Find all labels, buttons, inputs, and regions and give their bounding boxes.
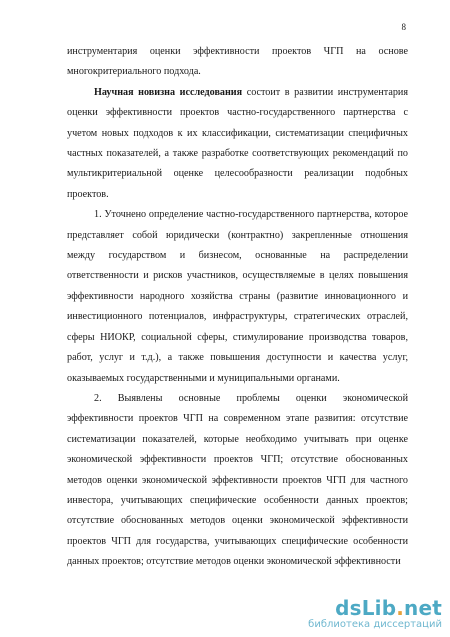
watermark-logo-main: dsLib — [335, 596, 397, 620]
paragraph-text: 1. Уточнено определение частно-государственного партнерства, которое представляет собой юридически (контрактно) закрепленные отношения между государством и бизнесом, основанные на распределении ответственности и рисков участников, осуществляемые в целях повышения эффективности народного хозяйства страны (развитие инновационного и инвестиционного потенциалов, инфраструктуры, стратегических отраслей, сферы НИОКР, социальной сферы, стимулирование производства товаров, работ, услуг и т.д.), а также повышения доступности и качества услуг, оказываемых государственными и муниципальными органами. — [67, 209, 408, 384]
paragraph-text: состоит в развитии инструментария оценки эффективности проектов частно-государственного партнерства с учетом новых подходов к их классификации, систематизации специфичных частных показателей, а также разработке соответствующих рекомендаций по мультикритериальной оценке целесообразности реализации подобных проектов. — [67, 86, 408, 200]
paragraph-item-1 — [67, 205, 408, 389]
document-body — [67, 42, 408, 573]
watermark — [308, 597, 442, 631]
watermark-logo-tld: net — [404, 596, 442, 620]
watermark-logo-dot: . — [396, 596, 405, 620]
paragraph-novelty — [67, 83, 408, 205]
watermark-logo — [308, 597, 442, 619]
paragraph-lead: Научная новизна исследования — [94, 86, 243, 98]
paragraph-item-2 — [67, 389, 408, 573]
paragraph-text: инструментария оценки эффективности проектов ЧГП на основе многокритериального подхода. — [67, 46, 408, 78]
page-number: 8 — [401, 22, 406, 32]
watermark-caption: библиотека диссертаций — [308, 619, 442, 630]
paragraph-text: 2. Выявлены основные проблемы оценки экономической эффективности проектов ЧГП на современном этапе развития: отсутствие систематизации показателей, которые необходимо учитывать при оценке экономической эффективности проектов ЧГП; отсутствие обоснованных методов оценки экономической эффективности проектов ЧГП для частного инвестора, учитывающих специфические особенности данных проектов; отсутствие обоснованных методов оценки экономической эффективности проектов ЧГП для государства, учитывающих специфические особенности данных проектов; отсутствие методов оценки экономической эффективности — [67, 392, 408, 568]
paragraph-continuation — [67, 42, 408, 83]
